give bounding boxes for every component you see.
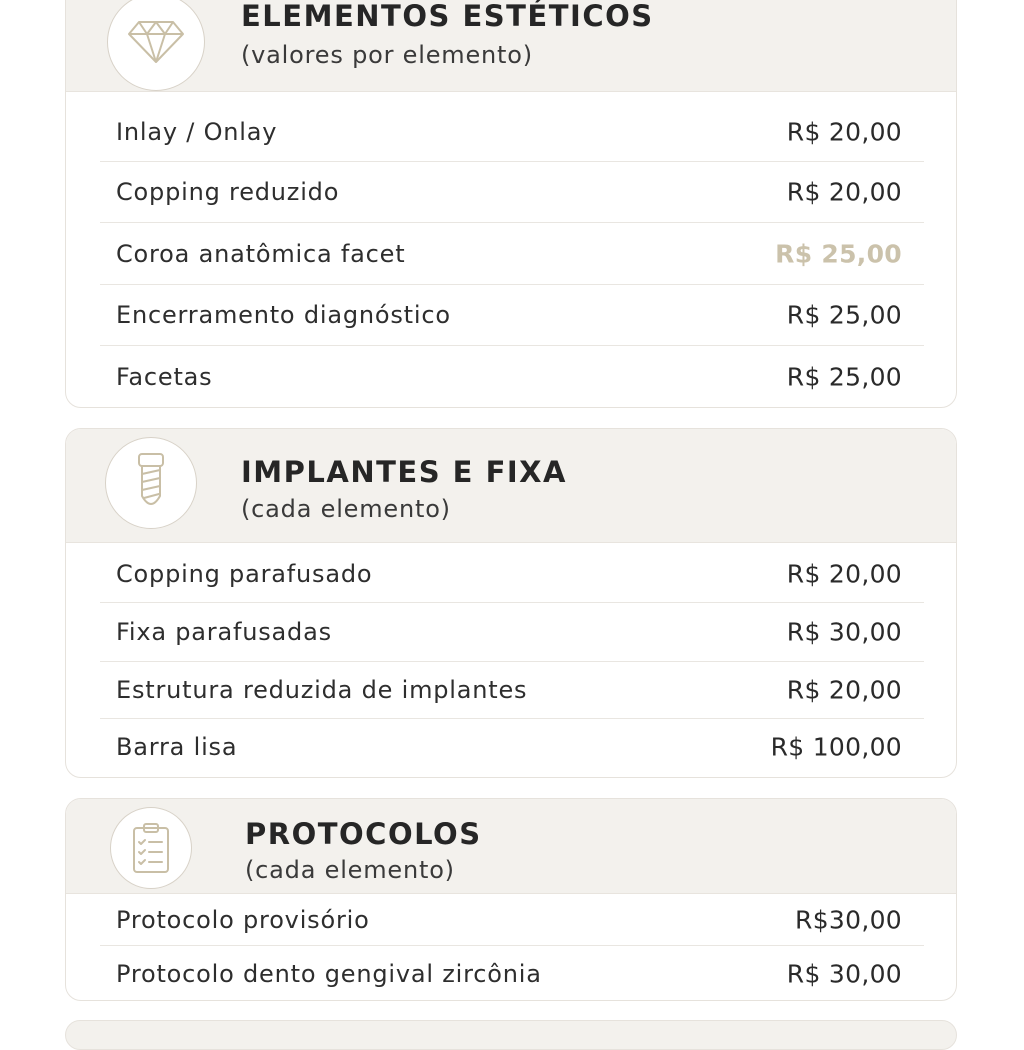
price-row	[100, 346, 924, 408]
section-header	[66, 429, 956, 543]
price-row	[100, 719, 924, 775]
price-row	[100, 545, 924, 603]
section-card-implantes-e-fixa	[65, 428, 957, 778]
next-section-card-peek	[65, 1020, 957, 1050]
item-label: Protocolo dento gengival zircônia	[116, 960, 542, 988]
section-subtitle: (cada elemento)	[245, 856, 455, 884]
section-subtitle: (cada elemento)	[241, 495, 451, 523]
item-price: R$ 30,00	[786, 617, 902, 647]
item-price: R$30,00	[795, 905, 902, 934]
item-label: Coroa anatômica facet	[116, 239, 406, 268]
price-row	[100, 894, 924, 946]
item-price: R$ 100,00	[770, 732, 902, 762]
item-label: Barra lisa	[116, 733, 238, 761]
section-title: ELEMENTOS ESTÉTICOS	[241, 0, 654, 33]
section-header	[66, 0, 956, 92]
price-row	[100, 603, 924, 662]
item-price: R$ 20,00	[786, 559, 902, 588]
item-price: R$ 25,00	[786, 300, 902, 330]
section-title: IMPLANTES E FIXA	[241, 455, 567, 489]
diamond-icon	[107, 0, 205, 91]
item-label: Copping parafusado	[116, 559, 373, 588]
item-price: R$ 20,00	[786, 117, 902, 146]
price-row	[100, 662, 924, 719]
price-row	[100, 946, 924, 1001]
price-row	[100, 162, 924, 223]
item-label: Estrutura reduzida de implantes	[116, 676, 528, 704]
implant-screw-icon	[105, 437, 197, 529]
section-card-protocolos	[65, 798, 957, 1001]
item-label: Copping reduzido	[116, 178, 340, 206]
item-label: Inlay / Onlay	[116, 117, 278, 146]
item-price: R$ 30,00	[786, 959, 902, 989]
item-price-highlighted: R$ 25,00	[775, 239, 902, 268]
item-label: Encerramento diagnóstico	[116, 301, 451, 329]
price-row	[100, 223, 924, 285]
price-row	[100, 285, 924, 346]
item-label: Facetas	[116, 363, 213, 391]
price-row	[100, 102, 924, 162]
clipboard-checklist-icon	[110, 807, 192, 889]
section-header	[66, 799, 956, 894]
item-price: R$ 25,00	[786, 362, 902, 392]
item-price: R$ 20,00	[786, 177, 902, 207]
section-card-elementos-esteticos	[65, 0, 957, 408]
item-label: Fixa parafusadas	[116, 618, 332, 646]
item-label: Protocolo provisório	[116, 905, 370, 934]
section-subtitle: (valores por elemento)	[241, 41, 533, 69]
item-price: R$ 20,00	[786, 675, 902, 705]
section-title: PROTOCOLOS	[245, 817, 482, 851]
